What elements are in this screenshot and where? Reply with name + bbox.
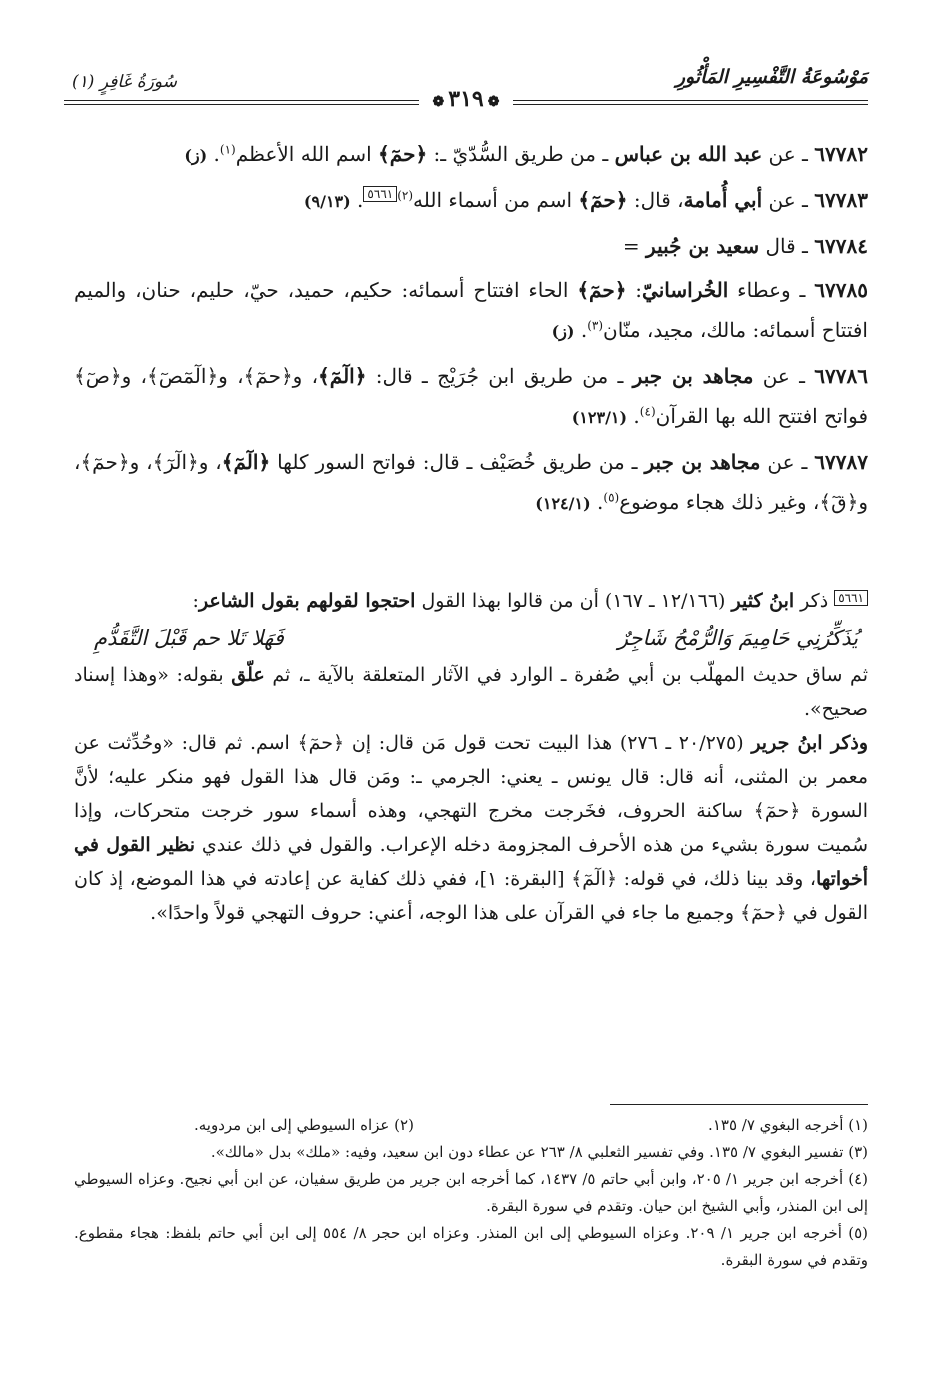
commentary-emphasis: علّق xyxy=(231,664,265,686)
quran-text: ﴿الٓمٓ﴾ xyxy=(318,364,367,388)
footnote-divider xyxy=(610,1104,868,1105)
page-header xyxy=(64,60,868,120)
narrations xyxy=(74,134,868,524)
entry-text: ـ عن xyxy=(760,450,815,474)
entry-text: . xyxy=(574,318,588,342)
entry-text: ، و﴿الٓرٓ﴾، و﴿حمٓ﴾، و﴿قٓ﴾، وغير ذلك هجاء موضوع xyxy=(74,450,868,514)
surah-title: سُورَةُ غَافِرٍ (١) xyxy=(72,72,177,92)
quran-text: ﴿الٓمٓ﴾ xyxy=(221,450,271,474)
page-number-text: ٣١٩ xyxy=(448,86,484,112)
verse-first-hemistich: يُذَكِّرُنِي حَامِيمَ وَالرُّمْحُ شَاجِرٌ xyxy=(617,626,858,650)
entry-text: : xyxy=(626,278,643,302)
quran-text: ﴿حمٓ﴾ xyxy=(378,142,428,166)
commentary-section xyxy=(74,584,868,930)
footnote-4: (٤) أخرجه ابن جرير ١/ ٢٠٥، وابن أبي حاتم ٥/ ١٤٣٧، كما أخرجه ابن جرير من طريق سفيان، عن ابن أبي نجيح. وعزاه السيوطي إلى ابن المنذر، وأبي الشيخ ابن حيان. وتقدم في سورة البقرة. xyxy=(74,1170,869,1215)
narration-entry xyxy=(74,442,868,524)
footnote-2: (٢) عزاه السيوطي إلى ابن مردويه. xyxy=(194,1116,414,1134)
ornament-icon: ❁ xyxy=(487,94,500,110)
narrator: مجاهد بن جبر xyxy=(632,364,754,388)
narrator: سعيد بن جُبير xyxy=(646,234,760,258)
entry-number: ٦٧٧٨٣ xyxy=(814,188,868,212)
footnotes xyxy=(74,1112,868,1274)
commentary-text: : xyxy=(192,590,199,612)
entry-text: اسم من أسماء الله xyxy=(413,188,579,212)
footnote-marker[interactable]: (٥) xyxy=(603,490,620,505)
quran-text: ﴿حمٓ﴾ xyxy=(577,278,627,302)
narration-entry xyxy=(74,270,868,352)
entry-text: ، و﴿حمٓ﴾، و﴿الٓمٓصٓ﴾، و﴿صٓ﴾ فواتح افتتح الله بها القرآن xyxy=(74,364,868,428)
commentary-emphasis: نظير القول في أخواتها xyxy=(74,834,868,890)
commentary-paragraph xyxy=(74,658,868,726)
commentary-emphasis: احتجوا لقولهم بقول الشاعر xyxy=(198,590,416,612)
entry-number: ٦٧٧٨٧ xyxy=(814,450,868,474)
entry-text: ـ قال xyxy=(759,234,815,258)
narration-entry xyxy=(74,226,868,266)
entry-text: = xyxy=(622,234,647,258)
entry-text: . xyxy=(627,404,640,428)
entry-text: اسم الله الأعظم xyxy=(235,142,379,166)
footnote-marker[interactable]: (٤) xyxy=(639,404,656,419)
poetry-verse xyxy=(74,618,868,658)
quran-text: ﴿حمٓ﴾ xyxy=(578,188,628,212)
footnote-1: (١) أخرجه البغوي ٧/ ١٣٥. xyxy=(708,1116,868,1134)
entry-text: ـ وعطاء xyxy=(728,278,815,302)
footnote-5: (٥) أخرجه ابن جرير ١/ ٢٠٩. وعزاه السيوطي إلى ابن المنذر. وعزاه ابن حجر ٨/ ٥٥٤ إلى ابن أبي حاتم بلفظ: هجاء مقطوع. وتقدم في سورة البقرة. xyxy=(74,1224,869,1269)
scholar-name: وذكر ابنُ جرير xyxy=(751,732,868,754)
entry-text: ـ من طريق ابن جُرَيْج ـ قال: xyxy=(366,364,633,388)
footnote-3: (٣) تفسير البغوي ٧/ ١٣٥. وفي تفسير الثعلبي ٨/ ٢٦٣ عن عطاء دون ابن سعيد، وفيه: «ملك» بدل «مالك». xyxy=(210,1143,868,1161)
scholar-name: ابنُ كثير xyxy=(731,590,795,612)
entry-text: ـ عن xyxy=(762,142,815,166)
commentary-paragraph xyxy=(74,584,868,618)
commentary-text: بقوله: «وهذا إسناد صحيح». xyxy=(74,664,868,720)
narration-entry xyxy=(74,180,868,222)
footnote-row xyxy=(74,1112,868,1139)
entry-text: ـ عن xyxy=(753,364,815,388)
commentary-text: ، وقد بينا ذلك، في قوله: ﴿الٓمٓ﴾ [البقرة: ١]، ففي ذلك كفاية عن إعادته في هذا الموضع، إذ كان القول في ﴿حمٓ﴾ وجميع ما جاء في القرآن على هذا الوجه، أعني: حروف التهجي قولاً واحدًا». xyxy=(74,868,868,924)
narrator: مجاهد بن جبر xyxy=(644,450,761,474)
narration-entry xyxy=(74,356,868,438)
source-reference: (١٢٣/١) xyxy=(571,408,628,427)
commentary-box-number: ٥٦٦١ xyxy=(834,590,868,606)
source-reference: (٩/١٣) xyxy=(303,192,351,211)
page-number-wrap xyxy=(64,86,868,112)
entry-text: ـ من طريق السُّدّيّ ـ: xyxy=(427,142,615,166)
footnote-marker[interactable]: (١) xyxy=(219,142,236,157)
book-title: مَوْسُوعَةُ التَّفْسِيرِ المَأْثُورِ xyxy=(675,66,868,88)
entry-text: ـ عن xyxy=(762,188,815,212)
commentary-text: (١٢/١٦٦ ـ ١٦٧) أن من قالوا بهذا القول xyxy=(415,590,732,612)
entry-number: ٦٧٧٨٤ xyxy=(814,234,868,258)
narration-entry xyxy=(74,134,868,176)
commentary-text: ذكر xyxy=(794,590,835,612)
entry-text: الحاء افتتاح أسمائه: حكيم، حميد، حيّ، حليم، حنان، والميم افتتاح أسمائه: مالك، مجيد، منّان xyxy=(74,278,868,342)
source-reference: (١٢٤/١) xyxy=(535,494,591,513)
entry-number: ٦٧٧٨٥ xyxy=(814,278,868,302)
narrator: أبي أُمامة xyxy=(683,188,763,212)
narrator: عبد الله بن عباس xyxy=(614,142,763,166)
entry-number: ٦٧٧٨٦ xyxy=(814,364,868,388)
entry-text: . xyxy=(590,490,604,514)
ornament-icon: ❁ xyxy=(432,94,445,110)
footnote-marker[interactable]: (٣) xyxy=(587,318,604,333)
narrator: الخُراسانيّ xyxy=(642,278,729,302)
source-reference: (ز) xyxy=(551,322,575,341)
entry-text: . xyxy=(207,142,220,166)
source-reference: (ز) xyxy=(184,146,208,165)
commentary-box-ref[interactable]: ٥٦٦١ xyxy=(363,186,397,202)
page-number xyxy=(419,86,514,112)
entry-text: . xyxy=(350,188,364,212)
entry-text: ـ من طريق خُصَيْف ـ قال: فواتح السور كلها xyxy=(270,450,645,474)
commentary-paragraph xyxy=(74,726,868,930)
entry-text: ، قال: xyxy=(627,188,684,212)
verse-second-hemistich: فَهَلا تَلا حم قَبْلَ التَّقَدُّمِ xyxy=(94,626,284,650)
footnote-marker[interactable]: (٢) xyxy=(397,188,414,203)
commentary-text: ثم ساق حديث المهلّب بن أبي صُفرة ـ الوارد في الآثار المتعلقة بالآية ـ، ثم xyxy=(264,664,868,686)
commentary-text: (٢٠/٢٧٥ ـ ٢٧٦) هذا البيت تحت قول مَن قال: إن ﴿حمٓ﴾ اسم. ثم قال: «وحُدِّثت عن معمر بن المثنى، أنه قال: قال يونس ـ يعني: الجرمي ـ: ومَن قال هذا القول فهو منكر عليه؛ لأنَّ السورة ﴿حمٓ﴾ ساكنة الحروف، فخَرجت مخرج التهجي، وهذه أسماء سور خرجت متحركات، وإذا سُميت سورة بشيء من هذه الأحرف المجزومة دخله الإعراب. والقول في ذلك عندي xyxy=(74,732,868,856)
entry-number: ٦٧٧٨٢ xyxy=(814,142,868,166)
